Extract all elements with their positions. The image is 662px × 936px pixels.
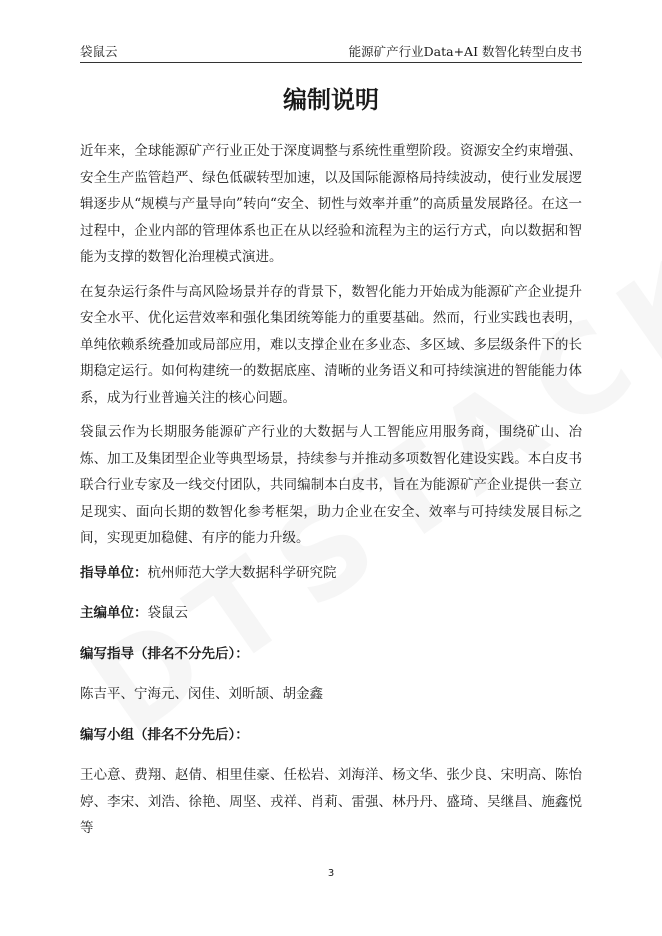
guide-unit-row <box>80 560 582 587</box>
writing-group-row <box>80 722 582 749</box>
editor-unit-row <box>80 600 582 627</box>
guide-unit-label: 指导单位： <box>80 564 148 581</box>
paragraph-2: 在复杂运行条件与高风险场景并存的背景下，数智化能力开始成为能源矿产企业提升安全水平、优化运营效率和强化集团统筹能力的重要基础。然而，行业实践也表明，单纯依赖系统叠加或局部应用，难以支撑企业在多业态、多区域、多层级条件下的长期稳定运行。如何构建统一的数据底座、清晰的业务语义和可持续演进的智能能力体系，成为行业普遍关注的核心问题。 <box>80 283 582 406</box>
paragraph-1: 近年来，全球能源矿产行业正处于深度调整与系统性重塑阶段。资源安全约束增强、安全生产监管趋严、绿色低碳转型加速，以及国际能源格局持续波动，使行业发展逻辑逐步从“规模与产量导向”转向“安全、韧性与效率并重”的高质量发展路径。在这一过程中，企业内部的管理体系也正在从以经验和流程为主的运行方式，向以数据和智能为支撑的数智化治理模式演进。 <box>80 143 582 265</box>
page-number: 3 <box>327 868 335 879</box>
header-company: 袋鼠云 <box>80 44 118 59</box>
paragraph-3: 袋鼠云作为长期服务能源矿产行业的大数据与人工智能应用服务商，围绕矿山、冶炼、加工及集团型企业等典型场景，持续参与并推动多项数智化建设实践。本白皮书联合行业专家及一线交付团队，共同编制本白皮书，旨在为能源矿产企业提供一套立足现实、面向长期的数智化参考框架，助力企业在安全、效率与可持续发展目标之间，实现更加稳健、有序的能力升级。 <box>80 424 582 546</box>
editor-unit-label: 主编单位： <box>80 605 148 621</box>
guide-unit-value: 杭州师范大学大数据科学研究院 <box>147 564 337 581</box>
writing-group-names: 王心意、费翔、赵倩、相里佳豪、任松岩、刘海洋、杨文华、张少良、宋明高、陈怡婷、李宋、刘浩、徐艳、周坚、戎祥、肖莉、雷强、林丹丹、盛琦、吴继昌、施鑫悦等 <box>80 767 582 836</box>
writing-guide-label: 编写指导（排名不分先后）： <box>80 645 249 662</box>
editor-unit-value: 袋鼠云 <box>147 605 188 621</box>
writing-guide-names: 陈吉平、宁海元、闵佳、刘昕颉、胡金鑫 <box>80 686 323 702</box>
header-doc-title: 能源矿产行业Data+AI 数智化转型白皮书 <box>348 44 582 59</box>
writing-guide-row <box>80 641 582 668</box>
page-header <box>80 40 582 63</box>
writing-group-label: 编写小组（排名不分先后）： <box>80 726 249 743</box>
page-title: 编制说明 <box>283 86 379 114</box>
main-content <box>80 138 582 850</box>
